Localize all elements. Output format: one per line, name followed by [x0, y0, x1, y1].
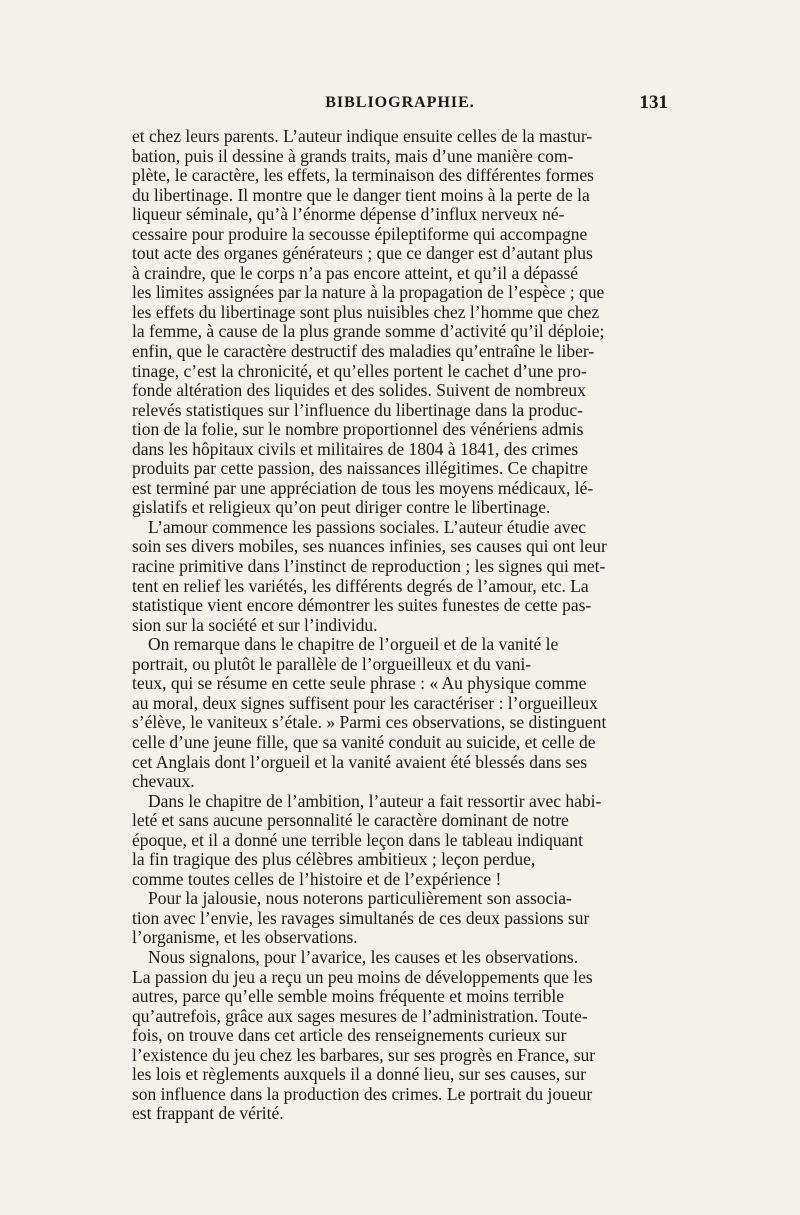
text-line: teux, qui se résume en cette seule phrase : « Au physique comme: [132, 674, 587, 694]
text-line: la fin tragique des plus célèbres ambitieux ; leçon perdue,: [132, 850, 536, 870]
text-line: racine primitive dans l’instinct de reproduction ; les signes qui met-: [132, 557, 606, 577]
text-line: Pour la jalousie, nous noterons particulièrement son associa-: [148, 889, 572, 909]
page-number: 131: [639, 92, 668, 113]
text-line: L’amour commence les passions sociales. L’auteur étudie avec: [148, 517, 587, 537]
paragraph-p3: [132, 635, 668, 791]
text-line: Dans le chapitre de l’ambition, l’auteur a fait ressortir avec habi-: [148, 791, 602, 811]
text-line: celle d’une jeune fille, que sa vanité conduit au suicide, et celle de: [132, 732, 596, 752]
text-line: les effets du libertinage sont plus nuisibles chez l’homme que chez: [132, 302, 600, 322]
text-line: La passion du jeu a reçu un peu moins de développements que les: [132, 967, 593, 987]
text-line: autres, parce qu’elle semble moins fréquente et moins terrible: [132, 987, 564, 1007]
text-line: produits par cette passion, des naissances illégitimes. Ce chapitre: [132, 459, 588, 479]
text-line: qu’autrefois, grâce aux sages mesures de l’administration. Toute-: [132, 1006, 588, 1026]
text-line: tion de la folie, sur le nombre proportionnel des vénériens admis: [132, 420, 584, 440]
text-line: son influence dans la production des crimes. Le portrait du joueur: [132, 1084, 593, 1104]
text-line: tinage, c’est la chronicité, et qu’elles portent le cachet d’une pro-: [132, 361, 587, 381]
paragraph-p4: [132, 792, 668, 890]
text-line: On remarque dans le chapitre de l’orgueil et de la vanité le: [148, 635, 559, 655]
text-line: à craindre, que le corps n’a pas encore atteint, et qu’il a dépassé: [132, 263, 579, 283]
text-line: relevés statistiques sur l’influence du libertinage dans la produc-: [132, 400, 583, 420]
text-line: plète, le caractère, les effets, la terminaison des différentes formes: [132, 166, 594, 186]
text-line: soin ses divers mobiles, ses nuances infinies, ses causes qui ont leur: [132, 537, 607, 557]
text-line: bation, puis il dessine à grands traits, mais d’une manière com-: [132, 146, 574, 166]
text-line: dans les hôpitaux civils et militaires de 1804 à 1841, des crimes: [132, 439, 579, 459]
text-line: fois, on trouve dans cet article des renseignements curieux sur: [132, 1026, 567, 1046]
text-line: comme toutes celles de l’histoire et de l’expérience !: [132, 869, 502, 889]
text-line: leté et sans aucune personnalité le caractère dominant de notre: [132, 811, 569, 831]
paragraph-p5: [132, 889, 668, 948]
text-line: la femme, à cause de la plus grande somme d’activité qu’il déploie;: [132, 322, 605, 342]
text-line: Nous signalons, pour l’avarice, les causes et les observations.: [148, 947, 579, 967]
text-line: les limites assignées par la nature à la propagation de l’espèce ; que: [132, 283, 605, 303]
text-line: gislatifs et religieux qu’on peut diriger contre le libertinage.: [132, 498, 551, 518]
text-line: s’élève, le vaniteux s’étale. » Parmi ces observations, se distinguent: [132, 713, 607, 733]
paragraph-p1: [132, 127, 668, 518]
text-line: enfin, que le caractère destructif des maladies qu’entraîne le liber-: [132, 342, 595, 362]
paragraph-p6: [132, 948, 668, 1124]
text-line: cet Anglais dont l’orgueil et la vanité avaient été blessés dans ses: [132, 752, 588, 772]
text-line: et chez leurs parents. L’auteur indique ensuite celles de la mastur-: [132, 127, 593, 146]
text-line: au moral, deux signes suffisent pour les caractériser : l’orgueilleux: [132, 693, 598, 713]
text-line: chevaux.: [132, 772, 195, 792]
text-line: fonde altération des liquides et des solides. Suivent de nombreux: [132, 381, 586, 401]
page-header: [132, 94, 668, 124]
text-line: est frappant de vérité.: [132, 1104, 284, 1124]
text-line: est terminé par une appréciation de tous les moyens médicaux, lé-: [132, 478, 594, 498]
text-line: liqueur séminale, qu’à l’énorme dépense d’influx nerveux né-: [132, 205, 565, 225]
text-line: portrait, ou plutôt le parallèle de l’orgueilleux et du vani-: [132, 654, 532, 674]
text-line: sion sur la société et sur l’individu.: [132, 615, 378, 635]
text-line: l’organisme, et les observations.: [132, 928, 358, 948]
paragraph-p2: [132, 518, 668, 635]
text-line: du libertinage. Il montre que le danger tient moins à la perte de la: [132, 185, 590, 205]
running-title: BIBLIOGRAPHIE.: [325, 94, 475, 111]
text-line: tion avec l’envie, les ravages simultanés de ces deux passions sur: [132, 908, 590, 928]
body-text: [132, 127, 668, 1124]
text-line: époque, et il a donné une terrible leçon dans le tableau indiquant: [132, 830, 583, 850]
text-line: les lois et règlements auxquels il a donné lieu, sur ses causes, sur: [132, 1065, 586, 1085]
text-line: tent en relief les variétés, les différents degrés de l’amour, etc. La: [132, 576, 589, 596]
text-line: statistique vient encore démontrer les suites funestes de cette pas-: [132, 596, 592, 616]
text-line: l’existence du jeu chez les barbares, sur ses progrès en France, sur: [132, 1045, 596, 1065]
text-line: cessaire pour produire la secousse épileptiforme qui accompagne: [132, 224, 588, 244]
text-line: tout acte des organes générateurs ; que ce danger est d’autant plus: [132, 244, 593, 264]
